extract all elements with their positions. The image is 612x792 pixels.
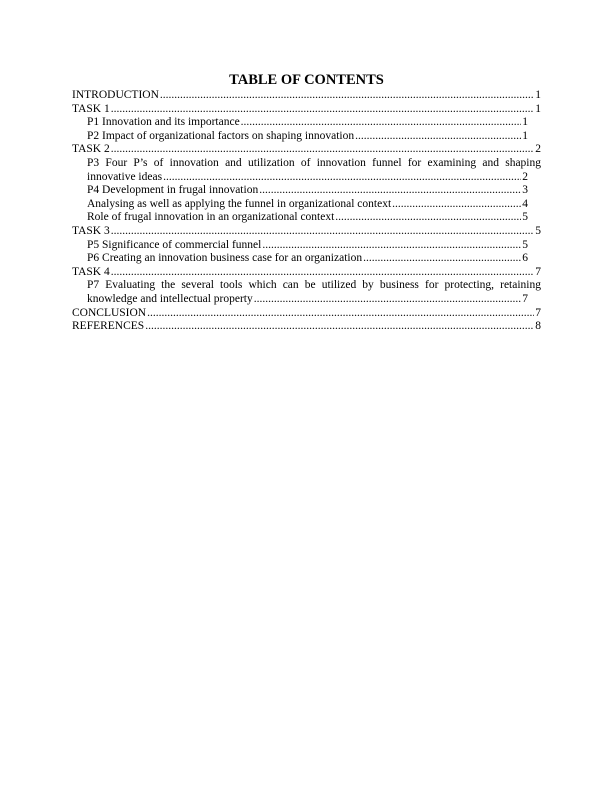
toc-entry-page: 2 <box>522 170 528 183</box>
toc-title: TABLE OF CONTENTS <box>229 72 384 88</box>
toc-entry-p5[interactable] <box>72 239 541 253</box>
toc-entry-page: 1 <box>522 116 528 129</box>
dot-leader <box>262 239 521 253</box>
toc-entry-task-4[interactable] <box>72 266 541 280</box>
dot-leader <box>355 130 521 144</box>
toc-entry-page: 1 <box>535 102 541 115</box>
toc-entry-label: P1 Innovation and its importance <box>87 116 240 129</box>
toc-entry-page: 1 <box>522 129 528 142</box>
toc-entry-label: P5 Significance of commercial funnel <box>87 238 262 251</box>
toc-entry-label: P2 Impact of organizational factors on shaping innovation <box>87 129 355 142</box>
toc-entry-label: INTRODUCTION <box>72 89 159 101</box>
toc-entry-p6[interactable] <box>72 252 541 266</box>
table-of-contents <box>72 72 541 334</box>
dot-leader <box>254 293 522 307</box>
dot-leader <box>163 171 521 185</box>
toc-entry-role-frugal[interactable] <box>72 211 541 225</box>
toc-entry-page: 5 <box>522 211 528 224</box>
toc-entry-label: REFERENCES <box>72 320 145 333</box>
toc-entry-page: 7 <box>535 265 541 278</box>
toc-entry-introduction[interactable] <box>72 89 541 103</box>
toc-entry-label: CONCLUSION <box>72 306 147 319</box>
toc-entry-page: 5 <box>535 224 541 237</box>
toc-entry-task-3[interactable] <box>72 225 541 239</box>
toc-entry-page: 6 <box>522 252 528 265</box>
toc-entry-label-cont: innovative ideas <box>87 170 163 183</box>
toc-entry-task-1[interactable] <box>72 103 541 117</box>
toc-entry-references[interactable] <box>72 320 541 334</box>
toc-entry-page: 8 <box>535 320 541 333</box>
dot-leader <box>392 198 521 212</box>
dot-leader <box>145 320 534 334</box>
toc-entry-label: Analysing as well as applying the funnel in organizational context <box>87 197 392 210</box>
dot-leader <box>241 116 522 130</box>
toc-entry-label: TASK 3 <box>72 224 110 237</box>
toc-entry-label: P6 Creating an innovation business case for an organization <box>87 252 363 265</box>
toc-entry-page: 7 <box>535 306 541 319</box>
dot-leader <box>111 103 535 117</box>
toc-entry-p1[interactable] <box>72 116 541 130</box>
toc-entry-page: 2 <box>535 143 541 156</box>
toc-entry-label: TASK 2 <box>72 143 110 156</box>
toc-entry-page: 4 <box>522 197 528 210</box>
toc-entry-page: 3 <box>522 184 528 197</box>
toc-entry-continuation <box>87 293 541 307</box>
toc-entry-analysing-funnel[interactable] <box>72 198 541 212</box>
dot-leader <box>111 225 535 239</box>
dot-leader <box>160 89 534 103</box>
dot-leader <box>335 211 521 225</box>
dot-leader <box>147 307 534 321</box>
toc-entry-p3[interactable] <box>72 157 541 184</box>
toc-entry-label-cont: knowledge and intellectual property <box>87 292 253 305</box>
dot-leader <box>259 184 521 198</box>
toc-entry-label: TASK 1 <box>72 102 110 115</box>
toc-entry-p4[interactable] <box>72 184 541 198</box>
toc-entry-page: 5 <box>522 238 528 251</box>
toc-entry-task-2[interactable] <box>72 143 541 157</box>
toc-entry-page: 7 <box>522 292 528 305</box>
toc-entry-label: P4 Development in frugal innovation <box>87 184 259 197</box>
toc-entry-conclusion[interactable] <box>72 307 541 321</box>
toc-entry-page: 1 <box>535 89 541 101</box>
dot-leader <box>363 252 521 266</box>
toc-entry-label: P7 Evaluating the several tools which can be utilized by business for protecting, retaining <box>87 279 541 292</box>
toc-entry-continuation <box>87 171 541 185</box>
toc-entry-p7[interactable] <box>72 279 541 306</box>
dot-leader <box>111 143 535 157</box>
toc-entry-label: TASK 4 <box>72 265 110 278</box>
toc-entry-label: P3 Four P’s of innovation and utilization of innovation funnel for examining and shaping <box>87 156 541 169</box>
toc-entry-p2[interactable] <box>72 130 541 144</box>
dot-leader <box>111 266 535 280</box>
toc-entry-label: Role of frugal innovation in an organizational context <box>87 211 335 224</box>
